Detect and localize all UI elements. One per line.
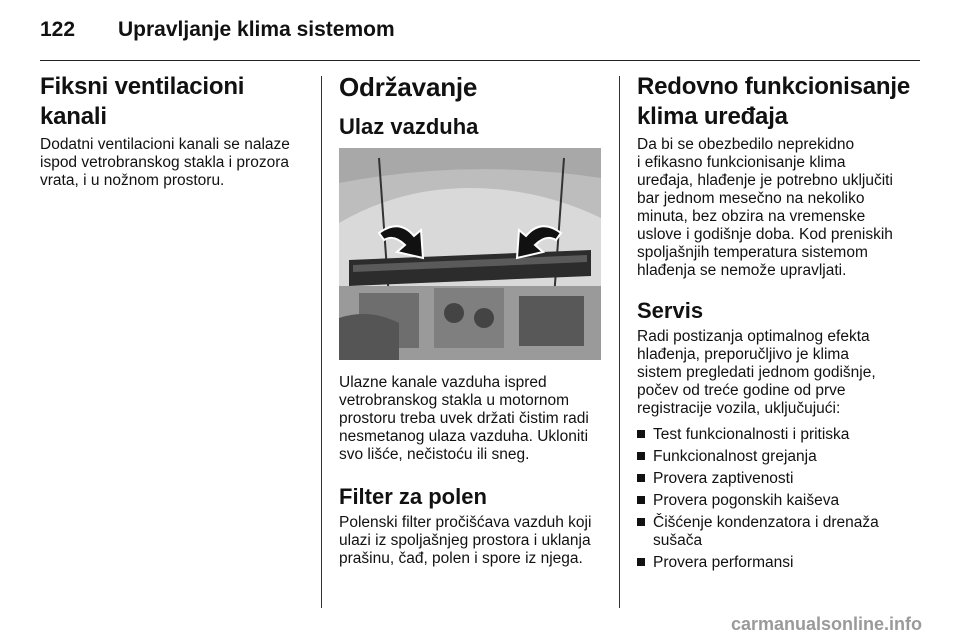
header-rule — [40, 60, 920, 61]
section-heading: Fiksni ventilacioni kanali — [40, 73, 245, 130]
chapter-title: Upravljanje klima sistemom — [118, 18, 395, 41]
text-line: Da bi se obezbedilo neprekidno — [637, 136, 855, 153]
text-line: prostoru treba uvek držati čistim radi — [339, 410, 589, 427]
text-line: minuta, bez obzira na vremenske — [637, 208, 866, 225]
paragraph — [637, 136, 927, 280]
list-item: Provera pogonskih kaiševa — [637, 492, 927, 510]
column-fixed-vents — [40, 72, 308, 190]
paragraph — [637, 328, 927, 418]
list-item: Čišćenje kondenzatora i drenaža sušača — [637, 514, 883, 550]
text-line: nesmetanog ulaza vazduha. Ukloniti — [339, 428, 589, 445]
list-item: Provera performansi — [637, 554, 927, 572]
column-divider — [321, 76, 322, 608]
text-line: i efikasno funkcionisanje klima — [637, 154, 846, 171]
text-line: hlađenja se nemože upravljati. — [637, 262, 847, 279]
text-line: uslove i godišnje doba. Kod preniskih — [637, 226, 893, 243]
text-line: hlađenja, preporučljivo je klima — [637, 346, 849, 363]
subsection-heading: Filter za polen — [339, 484, 487, 509]
page-number: 122 — [40, 18, 76, 41]
page-header — [40, 18, 920, 48]
list-item: Provera zaptivenosti — [637, 470, 927, 488]
text-line: Dodatni ventilacioni kanali se nalaze — [40, 136, 290, 153]
paragraph — [339, 514, 607, 568]
text-line: ispod vetrobranskog stakla i prozora — [40, 154, 289, 171]
section-heading: Održavanje — [339, 72, 478, 102]
text-line: sistem pregledati jednom godišnje, — [637, 364, 876, 381]
text-line: počev od treće godine od prve — [637, 382, 846, 399]
service-checklist — [637, 426, 927, 572]
text-line: Ulazne kanale vazduha ispred — [339, 374, 547, 391]
paragraph — [40, 136, 308, 190]
column-divider — [619, 76, 620, 608]
column-maintenance — [339, 72, 607, 568]
text-line: vrata, i u nožnom prostoru. — [40, 172, 225, 189]
text-line: registracije vozila, uključujući: — [637, 400, 841, 417]
subsection-heading: Ulaz vazduha — [339, 114, 479, 139]
column-regular-operation — [637, 72, 927, 576]
text-line: prašinu, čađ, polen i spore iz njega. — [339, 550, 583, 567]
text-line: ulazi iz spoljašnjeg prostora i uklanja — [339, 532, 591, 549]
text-line: spoljašnjih temperatura sistemom — [637, 244, 868, 261]
heading-line: klima uređaja — [637, 103, 788, 130]
engine-bay-photo — [339, 148, 601, 360]
heading-line: Redovno funkcionisanje — [637, 73, 910, 100]
list-item: Funkcionalnost grejanja — [637, 448, 927, 466]
watermark: carmanualsonline.info — [730, 614, 922, 634]
text-line: vetrobranskog stakla u motornom — [339, 392, 570, 409]
text-line: Radi postizanja optimalnog efekta — [637, 328, 870, 345]
section-heading — [637, 72, 927, 132]
subsection-heading: Servis — [637, 298, 704, 323]
paragraph — [339, 374, 607, 464]
text-line: uređaja, hlađenje je potrebno uključiti — [637, 172, 893, 189]
text-line: bar jednom mesečno na nekoliko — [637, 190, 865, 207]
list-item: Test funkcionalnosti i pritiska — [637, 426, 927, 444]
text-line: Polenski filter pročišćava vazduh koji — [339, 514, 592, 531]
text-line: svo lišće, nečistoću ili sneg. — [339, 446, 530, 463]
